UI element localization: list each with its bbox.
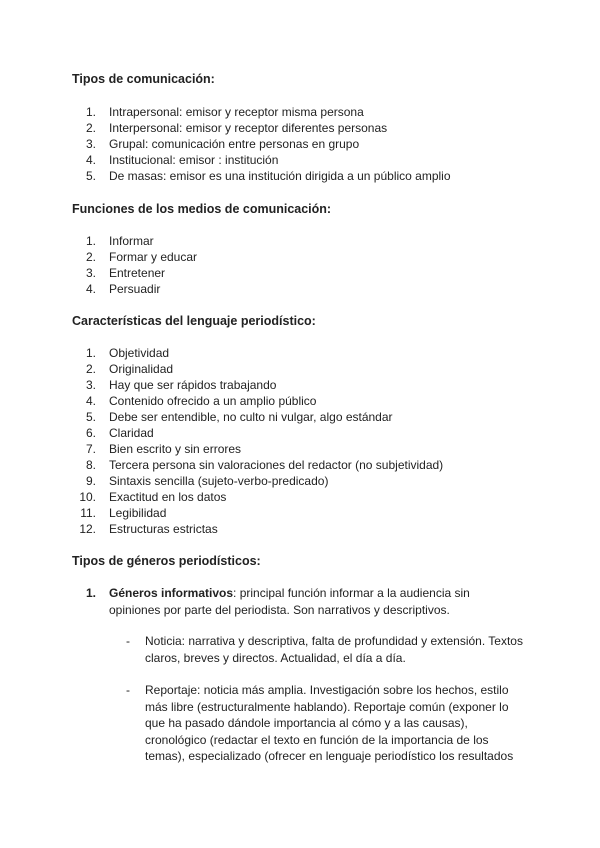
list-number: 2. — [85, 121, 96, 135]
list-text: Tercera persona sin valoraciones del redactor (no subjetividad) — [109, 458, 444, 472]
bullet-line: cronológico (redactar el texto en función de la importancia de los — [145, 732, 489, 747]
genre-intro-line-2: opiniones por parte del periodista. Son narrativos y descriptivos. — [109, 602, 450, 617]
genre-number: 1. — [85, 586, 96, 600]
bullet-line: Reportaje: noticia más amplia. Investigación sobre los hechos, estilo — [145, 683, 509, 697]
list-text: Originalidad — [109, 362, 174, 376]
list-number: 3. — [85, 378, 96, 392]
genre-title: Géneros informativos — [109, 586, 234, 600]
list-number: 4. — [85, 394, 96, 408]
list-text: Legibilidad — [109, 506, 167, 520]
bullet-dash: - — [126, 683, 130, 697]
bullet-dash: - — [126, 634, 130, 648]
section-heading-tipos-comunicacion: Tipos de comunicación: — [72, 72, 215, 86]
list-number: 4. — [85, 153, 96, 167]
list-number: 7. — [85, 442, 96, 456]
section-heading-caracteristicas: Características del lenguaje periodístico: — [72, 314, 316, 328]
list-number: 11. — [80, 506, 96, 520]
list-text: Hay que ser rápidos trabajando — [109, 378, 277, 392]
list-number: 2. — [85, 362, 96, 376]
list-number: 8. — [85, 458, 96, 472]
list-number: 6. — [85, 426, 96, 440]
list-text: Institucional: emisor : institución — [109, 153, 279, 167]
list-text: Claridad — [109, 426, 154, 440]
list-number: 1. — [85, 346, 96, 360]
list-number: 4. — [85, 282, 96, 296]
list-text: Sintaxis sencilla (sujeto-verbo-predicado) — [109, 474, 329, 488]
list-number: 3. — [85, 266, 96, 280]
bullet-line: claros, breves y directos. Actualidad, el día a día. — [145, 650, 406, 665]
list-text: Debe ser entendible, no culto ni vulgar, algo estándar — [109, 410, 393, 424]
list-number: 12. — [79, 522, 96, 536]
list-number: 9. — [85, 474, 96, 488]
list-text: Informar — [109, 234, 154, 248]
list-number: 5. — [85, 410, 96, 424]
list-text: Contenido ofrecido a un amplio público — [109, 394, 317, 408]
list-text: Persuadir — [109, 282, 161, 296]
list-text: Entretener — [109, 266, 166, 280]
bullet-line: Noticia: narrativa y descriptiva, falta de profundidad y extensión. Textos — [145, 634, 523, 648]
list-text: Interpersonal: emisor y receptor diferentes personas — [109, 121, 388, 135]
section-heading-funciones-medios: Funciones de los medios de comunicación: — [72, 202, 332, 216]
section-heading-generos: Tipos de géneros periodísticos: — [72, 554, 261, 568]
list-text: Objetividad — [109, 346, 170, 360]
genre-intro-text: : principal función informar a la audiencia sin — [233, 586, 470, 600]
list-text: Formar y educar — [109, 250, 198, 264]
list-text: De masas: emisor es una institución dirigida a un público amplio — [109, 169, 451, 183]
list-text: Exactitud en los datos — [109, 490, 227, 504]
bullet-line: temas), especializado (ofrecer en lenguaje periodístico los resultados — [145, 749, 514, 763]
list-number: 2. — [85, 250, 96, 264]
genre-intro-line-1 — [109, 585, 470, 602]
list-text: Estructuras estrictas — [109, 522, 218, 536]
list-number: 10. — [79, 490, 96, 504]
list-text: Bien escrito y sin errores — [109, 442, 242, 456]
list-number: 5. — [85, 169, 96, 183]
list-text: Grupal: comunicación entre personas en grupo — [109, 137, 360, 151]
bullet-line: que ha pasado dándole importancia al cómo y a las causas), — [145, 716, 468, 730]
list-number: 1. — [85, 105, 96, 119]
bullet-noticia — [145, 633, 523, 666]
list-number: 1. — [85, 234, 96, 248]
list-text: Intrapersonal: emisor y receptor misma persona — [109, 105, 364, 119]
bullet-reportaje — [145, 682, 513, 765]
bullet-line: más libre (estructuralmente hablando). Reportaje común (exponer lo — [145, 699, 509, 714]
list-number: 3. — [85, 137, 96, 151]
